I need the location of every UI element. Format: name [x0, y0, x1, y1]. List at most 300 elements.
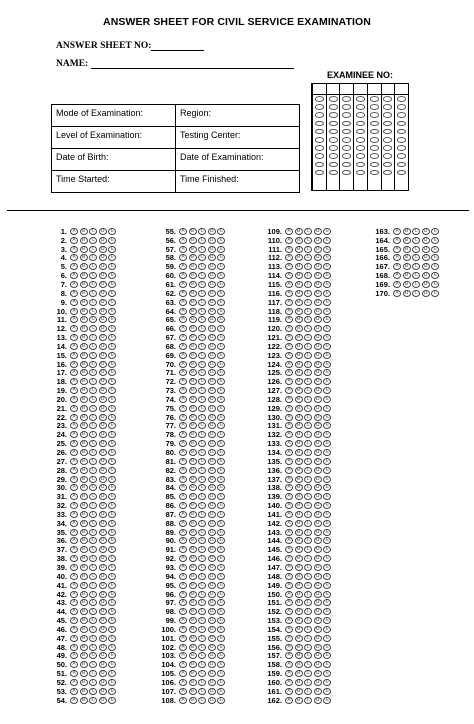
answer-bubble-a[interactable]: A [285, 537, 293, 544]
examinee-digit-bubble[interactable] [356, 170, 365, 176]
answer-bubble-e[interactable]: E [323, 343, 331, 350]
answer-bubble-d[interactable]: D [99, 352, 107, 359]
answer-bubble-e[interactable]: E [217, 237, 225, 244]
examinee-digit-bubble[interactable] [356, 129, 365, 135]
answer-bubble-e[interactable]: E [217, 644, 225, 651]
answer-bubble-e[interactable]: E [323, 661, 331, 668]
answer-bubble-d[interactable]: D [314, 431, 322, 438]
answer-bubble-b[interactable]: B [189, 591, 197, 598]
answer-bubble-b[interactable]: B [403, 290, 411, 297]
answer-bubble-a[interactable]: A [70, 263, 78, 270]
answer-bubble-b[interactable]: B [295, 308, 303, 315]
answer-bubble-c[interactable]: C [198, 369, 206, 376]
answer-bubble-d[interactable]: D [99, 440, 107, 447]
answer-bubble-d[interactable]: D [208, 290, 216, 297]
answer-bubble-b[interactable]: B [189, 599, 197, 606]
answer-bubble-a[interactable]: A [70, 237, 78, 244]
answer-bubble-e[interactable]: E [323, 688, 331, 695]
answer-bubble-b[interactable]: B [295, 511, 303, 518]
answer-bubble-d[interactable]: D [99, 343, 107, 350]
answer-bubble-c[interactable]: C [89, 387, 97, 394]
answer-bubble-a[interactable]: A [285, 237, 293, 244]
answer-bubble-c[interactable]: C [89, 573, 97, 580]
answer-bubble-e[interactable]: E [217, 299, 225, 306]
answer-bubble-b[interactable]: B [295, 484, 303, 491]
answer-bubble-e[interactable]: E [217, 555, 225, 562]
answer-bubble-d[interactable]: D [99, 635, 107, 642]
answer-bubble-d[interactable]: D [99, 537, 107, 544]
answer-bubble-c[interactable]: C [304, 352, 312, 359]
answer-bubble-d[interactable]: D [208, 387, 216, 394]
answer-bubble-a[interactable]: A [393, 263, 401, 270]
answer-bubble-d[interactable]: D [314, 502, 322, 509]
answer-bubble-b[interactable]: B [403, 228, 411, 235]
examinee-digit-bubble[interactable] [329, 104, 338, 110]
answer-bubble-c[interactable]: C [304, 476, 312, 483]
answer-bubble-e[interactable]: E [323, 396, 331, 403]
answer-bubble-b[interactable]: B [80, 440, 88, 447]
answer-bubble-e[interactable]: E [108, 414, 116, 421]
answer-bubble-d[interactable]: D [208, 537, 216, 544]
answer-bubble-b[interactable]: B [80, 511, 88, 518]
answer-bubble-e[interactable]: E [431, 272, 439, 279]
answer-bubble-c[interactable]: C [304, 369, 312, 376]
answer-bubble-a[interactable]: A [285, 352, 293, 359]
answer-bubble-a[interactable]: A [179, 670, 187, 677]
answer-bubble-d[interactable]: D [314, 237, 322, 244]
answer-bubble-c[interactable]: C [304, 422, 312, 429]
answer-bubble-e[interactable]: E [323, 679, 331, 686]
examinee-digit-bubble[interactable] [370, 112, 379, 118]
answer-bubble-e[interactable]: E [323, 308, 331, 315]
answer-bubble-b[interactable]: B [80, 661, 88, 668]
answer-bubble-c[interactable]: C [304, 661, 312, 668]
answer-bubble-c[interactable]: C [304, 617, 312, 624]
answer-bubble-a[interactable]: A [179, 263, 187, 270]
info-field[interactable]: Mode of Examination: [52, 105, 176, 127]
answer-bubble-c[interactable]: C [304, 254, 312, 261]
answer-bubble-a[interactable]: A [179, 529, 187, 536]
answer-bubble-b[interactable]: B [295, 467, 303, 474]
answer-bubble-c[interactable]: C [89, 493, 97, 500]
answer-bubble-b[interactable]: B [403, 281, 411, 288]
answer-bubble-a[interactable]: A [70, 369, 78, 376]
answer-bubble-c[interactable]: C [89, 458, 97, 465]
examinee-digit-bubble[interactable] [397, 145, 406, 151]
answer-sheet-no-field[interactable] [151, 50, 204, 51]
answer-bubble-d[interactable]: D [314, 422, 322, 429]
answer-bubble-a[interactable]: A [70, 502, 78, 509]
answer-bubble-c[interactable]: C [89, 396, 97, 403]
answer-bubble-e[interactable]: E [323, 599, 331, 606]
answer-bubble-e[interactable]: E [323, 290, 331, 297]
examinee-digit-bubble[interactable] [342, 162, 351, 168]
answer-bubble-d[interactable]: D [314, 467, 322, 474]
answer-bubble-d[interactable]: D [314, 343, 322, 350]
answer-bubble-e[interactable]: E [323, 546, 331, 553]
answer-bubble-a[interactable]: A [285, 697, 293, 704]
answer-bubble-e[interactable]: E [217, 652, 225, 659]
answer-bubble-b[interactable]: B [80, 626, 88, 633]
examinee-digit-bubble[interactable] [397, 170, 406, 176]
answer-bubble-b[interactable]: B [403, 254, 411, 261]
answer-bubble-b[interactable]: B [295, 679, 303, 686]
name-field[interactable] [91, 68, 294, 69]
answer-bubble-e[interactable]: E [323, 378, 331, 385]
answer-bubble-b[interactable]: B [80, 591, 88, 598]
answer-bubble-b[interactable]: B [189, 405, 197, 412]
answer-bubble-a[interactable]: A [393, 290, 401, 297]
answer-bubble-c[interactable]: C [89, 652, 97, 659]
answer-bubble-d[interactable]: D [314, 661, 322, 668]
examinee-digit-bubble[interactable] [370, 162, 379, 168]
answer-bubble-d[interactable]: D [99, 361, 107, 368]
answer-bubble-d[interactable]: D [314, 458, 322, 465]
answer-bubble-e[interactable]: E [323, 458, 331, 465]
answer-bubble-c[interactable]: C [89, 502, 97, 509]
answer-bubble-e[interactable]: E [217, 493, 225, 500]
answer-bubble-e[interactable]: E [323, 281, 331, 288]
examinee-digit-bubble[interactable] [383, 145, 392, 151]
answer-bubble-d[interactable]: D [99, 246, 107, 253]
examinee-digit-bubble[interactable] [383, 137, 392, 143]
answer-bubble-b[interactable]: B [189, 237, 197, 244]
answer-bubble-b[interactable]: B [189, 228, 197, 235]
answer-bubble-d[interactable]: D [208, 440, 216, 447]
answer-bubble-e[interactable]: E [323, 564, 331, 571]
answer-bubble-a[interactable]: A [285, 546, 293, 553]
answer-bubble-b[interactable]: B [80, 299, 88, 306]
answer-bubble-c[interactable]: C [198, 537, 206, 544]
answer-bubble-c[interactable]: C [198, 679, 206, 686]
answer-bubble-c[interactable]: C [198, 431, 206, 438]
examinee-digit-bubble[interactable] [383, 129, 392, 135]
answer-bubble-a[interactable]: A [70, 688, 78, 695]
answer-bubble-b[interactable]: B [189, 246, 197, 253]
answer-bubble-a[interactable]: A [393, 254, 401, 261]
answer-bubble-d[interactable]: D [208, 431, 216, 438]
answer-bubble-b[interactable]: B [80, 670, 88, 677]
answer-bubble-e[interactable]: E [108, 325, 116, 332]
answer-bubble-a[interactable]: A [179, 520, 187, 527]
answer-bubble-c[interactable]: C [304, 281, 312, 288]
answer-bubble-e[interactable]: E [108, 361, 116, 368]
answer-bubble-b[interactable]: B [189, 511, 197, 518]
answer-bubble-e[interactable]: E [217, 316, 225, 323]
answer-bubble-b[interactable]: B [189, 308, 197, 315]
examinee-digit-bubble[interactable] [356, 162, 365, 168]
answer-bubble-b[interactable]: B [80, 697, 88, 704]
examinee-digit-bubble[interactable] [342, 104, 351, 110]
answer-bubble-b[interactable]: B [295, 325, 303, 332]
answer-bubble-c[interactable]: C [198, 290, 206, 297]
answer-bubble-d[interactable]: D [99, 387, 107, 394]
answer-bubble-d[interactable]: D [208, 635, 216, 642]
answer-bubble-d[interactable]: D [314, 440, 322, 447]
info-field[interactable]: Time Finished: [176, 171, 300, 193]
answer-bubble-a[interactable]: A [393, 281, 401, 288]
answer-bubble-a[interactable]: A [70, 635, 78, 642]
answer-bubble-a[interactable]: A [285, 458, 293, 465]
answer-bubble-c[interactable]: C [304, 378, 312, 385]
answer-bubble-d[interactable]: D [99, 493, 107, 500]
answer-bubble-a[interactable]: A [179, 608, 187, 615]
answer-bubble-e[interactable]: E [108, 626, 116, 633]
answer-bubble-d[interactable]: D [314, 476, 322, 483]
answer-bubble-a[interactable]: A [285, 431, 293, 438]
answer-bubble-c[interactable]: C [198, 422, 206, 429]
answer-bubble-c[interactable]: C [412, 290, 420, 297]
answer-bubble-a[interactable]: A [393, 272, 401, 279]
answer-bubble-c[interactable]: C [198, 299, 206, 306]
answer-bubble-b[interactable]: B [295, 458, 303, 465]
answer-bubble-d[interactable]: D [99, 591, 107, 598]
answer-bubble-e[interactable]: E [323, 414, 331, 421]
answer-bubble-a[interactable]: A [70, 334, 78, 341]
answer-bubble-c[interactable]: C [198, 661, 206, 668]
answer-bubble-d[interactable]: D [99, 422, 107, 429]
answer-bubble-d[interactable]: D [208, 458, 216, 465]
answer-bubble-c[interactable]: C [89, 670, 97, 677]
answer-bubble-d[interactable]: D [99, 325, 107, 332]
answer-bubble-d[interactable]: D [314, 582, 322, 589]
answer-bubble-e[interactable]: E [108, 520, 116, 527]
answer-bubble-c[interactable]: C [198, 484, 206, 491]
answer-bubble-b[interactable]: B [295, 431, 303, 438]
examinee-digit-bubble[interactable] [342, 96, 351, 102]
answer-bubble-c[interactable]: C [89, 555, 97, 562]
answer-bubble-b[interactable]: B [189, 254, 197, 261]
answer-bubble-a[interactable]: A [285, 316, 293, 323]
answer-bubble-a[interactable]: A [70, 228, 78, 235]
answer-bubble-e[interactable]: E [217, 564, 225, 571]
answer-bubble-e[interactable]: E [108, 537, 116, 544]
answer-bubble-d[interactable]: D [208, 529, 216, 536]
answer-bubble-a[interactable]: A [70, 652, 78, 659]
answer-bubble-a[interactable]: A [285, 644, 293, 651]
examinee-digit-bubble[interactable] [370, 96, 379, 102]
answer-bubble-e[interactable]: E [108, 299, 116, 306]
answer-bubble-b[interactable]: B [80, 352, 88, 359]
answer-bubble-a[interactable]: A [70, 387, 78, 394]
answer-bubble-b[interactable]: B [80, 652, 88, 659]
answer-bubble-d[interactable]: D [208, 316, 216, 323]
answer-bubble-c[interactable]: C [89, 361, 97, 368]
answer-bubble-e[interactable]: E [431, 263, 439, 270]
answer-bubble-c[interactable]: C [304, 520, 312, 527]
answer-bubble-e[interactable]: E [217, 626, 225, 633]
answer-bubble-b[interactable]: B [295, 246, 303, 253]
answer-bubble-c[interactable]: C [89, 281, 97, 288]
answer-bubble-d[interactable]: D [314, 529, 322, 536]
answer-bubble-e[interactable]: E [217, 697, 225, 704]
answer-bubble-b[interactable]: B [189, 582, 197, 589]
examinee-digit-bubble[interactable] [383, 170, 392, 176]
answer-bubble-b[interactable]: B [189, 555, 197, 562]
answer-bubble-d[interactable]: D [99, 414, 107, 421]
examinee-digit-bubble[interactable] [342, 112, 351, 118]
answer-bubble-d[interactable]: D [314, 290, 322, 297]
answer-bubble-c[interactable]: C [198, 591, 206, 598]
answer-bubble-a[interactable]: A [285, 635, 293, 642]
answer-bubble-e[interactable]: E [217, 369, 225, 376]
answer-bubble-d[interactable]: D [208, 228, 216, 235]
answer-bubble-d[interactable]: D [314, 564, 322, 571]
answer-bubble-c[interactable]: C [198, 493, 206, 500]
answer-bubble-a[interactable]: A [179, 458, 187, 465]
answer-bubble-e[interactable]: E [323, 476, 331, 483]
answer-bubble-a[interactable]: A [179, 493, 187, 500]
answer-bubble-d[interactable]: D [208, 254, 216, 261]
answer-bubble-c[interactable]: C [304, 316, 312, 323]
answer-bubble-a[interactable]: A [179, 537, 187, 544]
answer-bubble-c[interactable]: C [89, 254, 97, 261]
answer-bubble-d[interactable]: D [208, 520, 216, 527]
answer-bubble-e[interactable]: E [323, 369, 331, 376]
answer-bubble-c[interactable]: C [89, 467, 97, 474]
answer-bubble-d[interactable]: D [99, 564, 107, 571]
answer-bubble-d[interactable]: D [314, 644, 322, 651]
answer-bubble-e[interactable]: E [217, 591, 225, 598]
answer-bubble-e[interactable]: E [108, 573, 116, 580]
answer-bubble-b[interactable]: B [295, 555, 303, 562]
answer-bubble-c[interactable]: C [304, 308, 312, 315]
answer-bubble-c[interactable]: C [304, 396, 312, 403]
answer-bubble-e[interactable]: E [217, 670, 225, 677]
answer-bubble-c[interactable]: C [89, 644, 97, 651]
answer-bubble-b[interactable]: B [189, 502, 197, 509]
examinee-digit-bubble[interactable] [315, 145, 324, 151]
answer-bubble-a[interactable]: A [179, 299, 187, 306]
answer-bubble-e[interactable]: E [323, 484, 331, 491]
answer-bubble-b[interactable]: B [295, 237, 303, 244]
examinee-digit-bubble[interactable] [329, 145, 338, 151]
answer-bubble-d[interactable]: D [99, 546, 107, 553]
answer-bubble-b[interactable]: B [295, 573, 303, 580]
answer-bubble-e[interactable]: E [323, 697, 331, 704]
answer-bubble-a[interactable]: A [393, 246, 401, 253]
answer-bubble-c[interactable]: C [89, 369, 97, 376]
answer-bubble-d[interactable]: D [314, 679, 322, 686]
answer-bubble-a[interactable]: A [179, 484, 187, 491]
answer-bubble-d[interactable]: D [208, 308, 216, 315]
answer-bubble-e[interactable]: E [323, 325, 331, 332]
answer-bubble-d[interactable]: D [99, 449, 107, 456]
answer-bubble-b[interactable]: B [295, 422, 303, 429]
answer-bubble-a[interactable]: A [179, 431, 187, 438]
answer-bubble-b[interactable]: B [295, 493, 303, 500]
answer-bubble-c[interactable]: C [304, 573, 312, 580]
info-field[interactable]: Time Started: [52, 171, 176, 193]
answer-bubble-d[interactable]: D [422, 272, 430, 279]
answer-bubble-d[interactable]: D [99, 316, 107, 323]
answer-bubble-c[interactable]: C [89, 272, 97, 279]
answer-bubble-e[interactable]: E [323, 422, 331, 429]
answer-bubble-a[interactable]: A [285, 325, 293, 332]
answer-bubble-e[interactable]: E [323, 591, 331, 598]
answer-bubble-a[interactable]: A [179, 378, 187, 385]
answer-bubble-a[interactable]: A [285, 254, 293, 261]
answer-bubble-d[interactable]: D [99, 405, 107, 412]
info-field[interactable]: Testing Center: [176, 127, 300, 149]
answer-bubble-a[interactable]: A [179, 502, 187, 509]
answer-bubble-d[interactable]: D [208, 573, 216, 580]
answer-bubble-c[interactable]: C [198, 573, 206, 580]
answer-bubble-a[interactable]: A [70, 493, 78, 500]
answer-bubble-a[interactable]: A [70, 564, 78, 571]
answer-bubble-c[interactable]: C [304, 644, 312, 651]
answer-bubble-e[interactable]: E [217, 378, 225, 385]
examinee-digit-bubble[interactable] [315, 129, 324, 135]
answer-bubble-c[interactable]: C [198, 511, 206, 518]
answer-bubble-b[interactable]: B [189, 263, 197, 270]
answer-bubble-c[interactable]: C [304, 414, 312, 421]
answer-bubble-e[interactable]: E [108, 493, 116, 500]
answer-bubble-b[interactable]: B [295, 529, 303, 536]
answer-bubble-e[interactable]: E [323, 334, 331, 341]
answer-bubble-e[interactable]: E [108, 502, 116, 509]
answer-bubble-d[interactable]: D [208, 679, 216, 686]
answer-bubble-a[interactable]: A [70, 308, 78, 315]
answer-bubble-a[interactable]: A [70, 546, 78, 553]
answer-bubble-b[interactable]: B [80, 387, 88, 394]
answer-bubble-e[interactable]: E [108, 316, 116, 323]
answer-bubble-b[interactable]: B [80, 467, 88, 474]
answer-bubble-b[interactable]: B [80, 237, 88, 244]
answer-bubble-c[interactable]: C [89, 688, 97, 695]
answer-bubble-a[interactable]: A [285, 467, 293, 474]
answer-bubble-c[interactable]: C [304, 564, 312, 571]
answer-bubble-d[interactable]: D [314, 352, 322, 359]
answer-bubble-e[interactable]: E [217, 484, 225, 491]
answer-bubble-d[interactable]: D [208, 414, 216, 421]
answer-bubble-b[interactable]: B [189, 352, 197, 359]
answer-bubble-c[interactable]: C [198, 387, 206, 394]
answer-bubble-e[interactable]: E [323, 263, 331, 270]
answer-bubble-d[interactable]: D [99, 644, 107, 651]
answer-bubble-c[interactable]: C [89, 697, 97, 704]
answer-bubble-b[interactable]: B [295, 440, 303, 447]
answer-bubble-a[interactable]: A [70, 679, 78, 686]
answer-bubble-c[interactable]: C [89, 405, 97, 412]
answer-bubble-e[interactable]: E [108, 688, 116, 695]
answer-bubble-b[interactable]: B [189, 546, 197, 553]
answer-bubble-d[interactable]: D [208, 405, 216, 412]
answer-bubble-a[interactable]: A [179, 644, 187, 651]
answer-bubble-d[interactable]: D [314, 493, 322, 500]
answer-bubble-a[interactable]: A [70, 352, 78, 359]
answer-bubble-c[interactable]: C [198, 564, 206, 571]
answer-bubble-d[interactable]: D [208, 396, 216, 403]
answer-bubble-c[interactable]: C [304, 484, 312, 491]
answer-bubble-c[interactable]: C [412, 237, 420, 244]
answer-bubble-b[interactable]: B [80, 405, 88, 412]
answer-bubble-a[interactable]: A [285, 299, 293, 306]
answer-bubble-e[interactable]: E [323, 467, 331, 474]
answer-bubble-a[interactable]: A [285, 405, 293, 412]
answer-bubble-c[interactable]: C [304, 246, 312, 253]
answer-bubble-e[interactable]: E [217, 290, 225, 297]
answer-bubble-d[interactable]: D [314, 599, 322, 606]
examinee-digit-bubble[interactable] [342, 153, 351, 159]
answer-bubble-d[interactable]: D [314, 396, 322, 403]
answer-bubble-e[interactable]: E [431, 246, 439, 253]
examinee-digit-bubble[interactable] [315, 104, 324, 110]
answer-bubble-e[interactable]: E [323, 431, 331, 438]
answer-bubble-b[interactable]: B [189, 661, 197, 668]
info-field[interactable]: Date of Birth: [52, 149, 176, 171]
answer-bubble-d[interactable]: D [208, 422, 216, 429]
